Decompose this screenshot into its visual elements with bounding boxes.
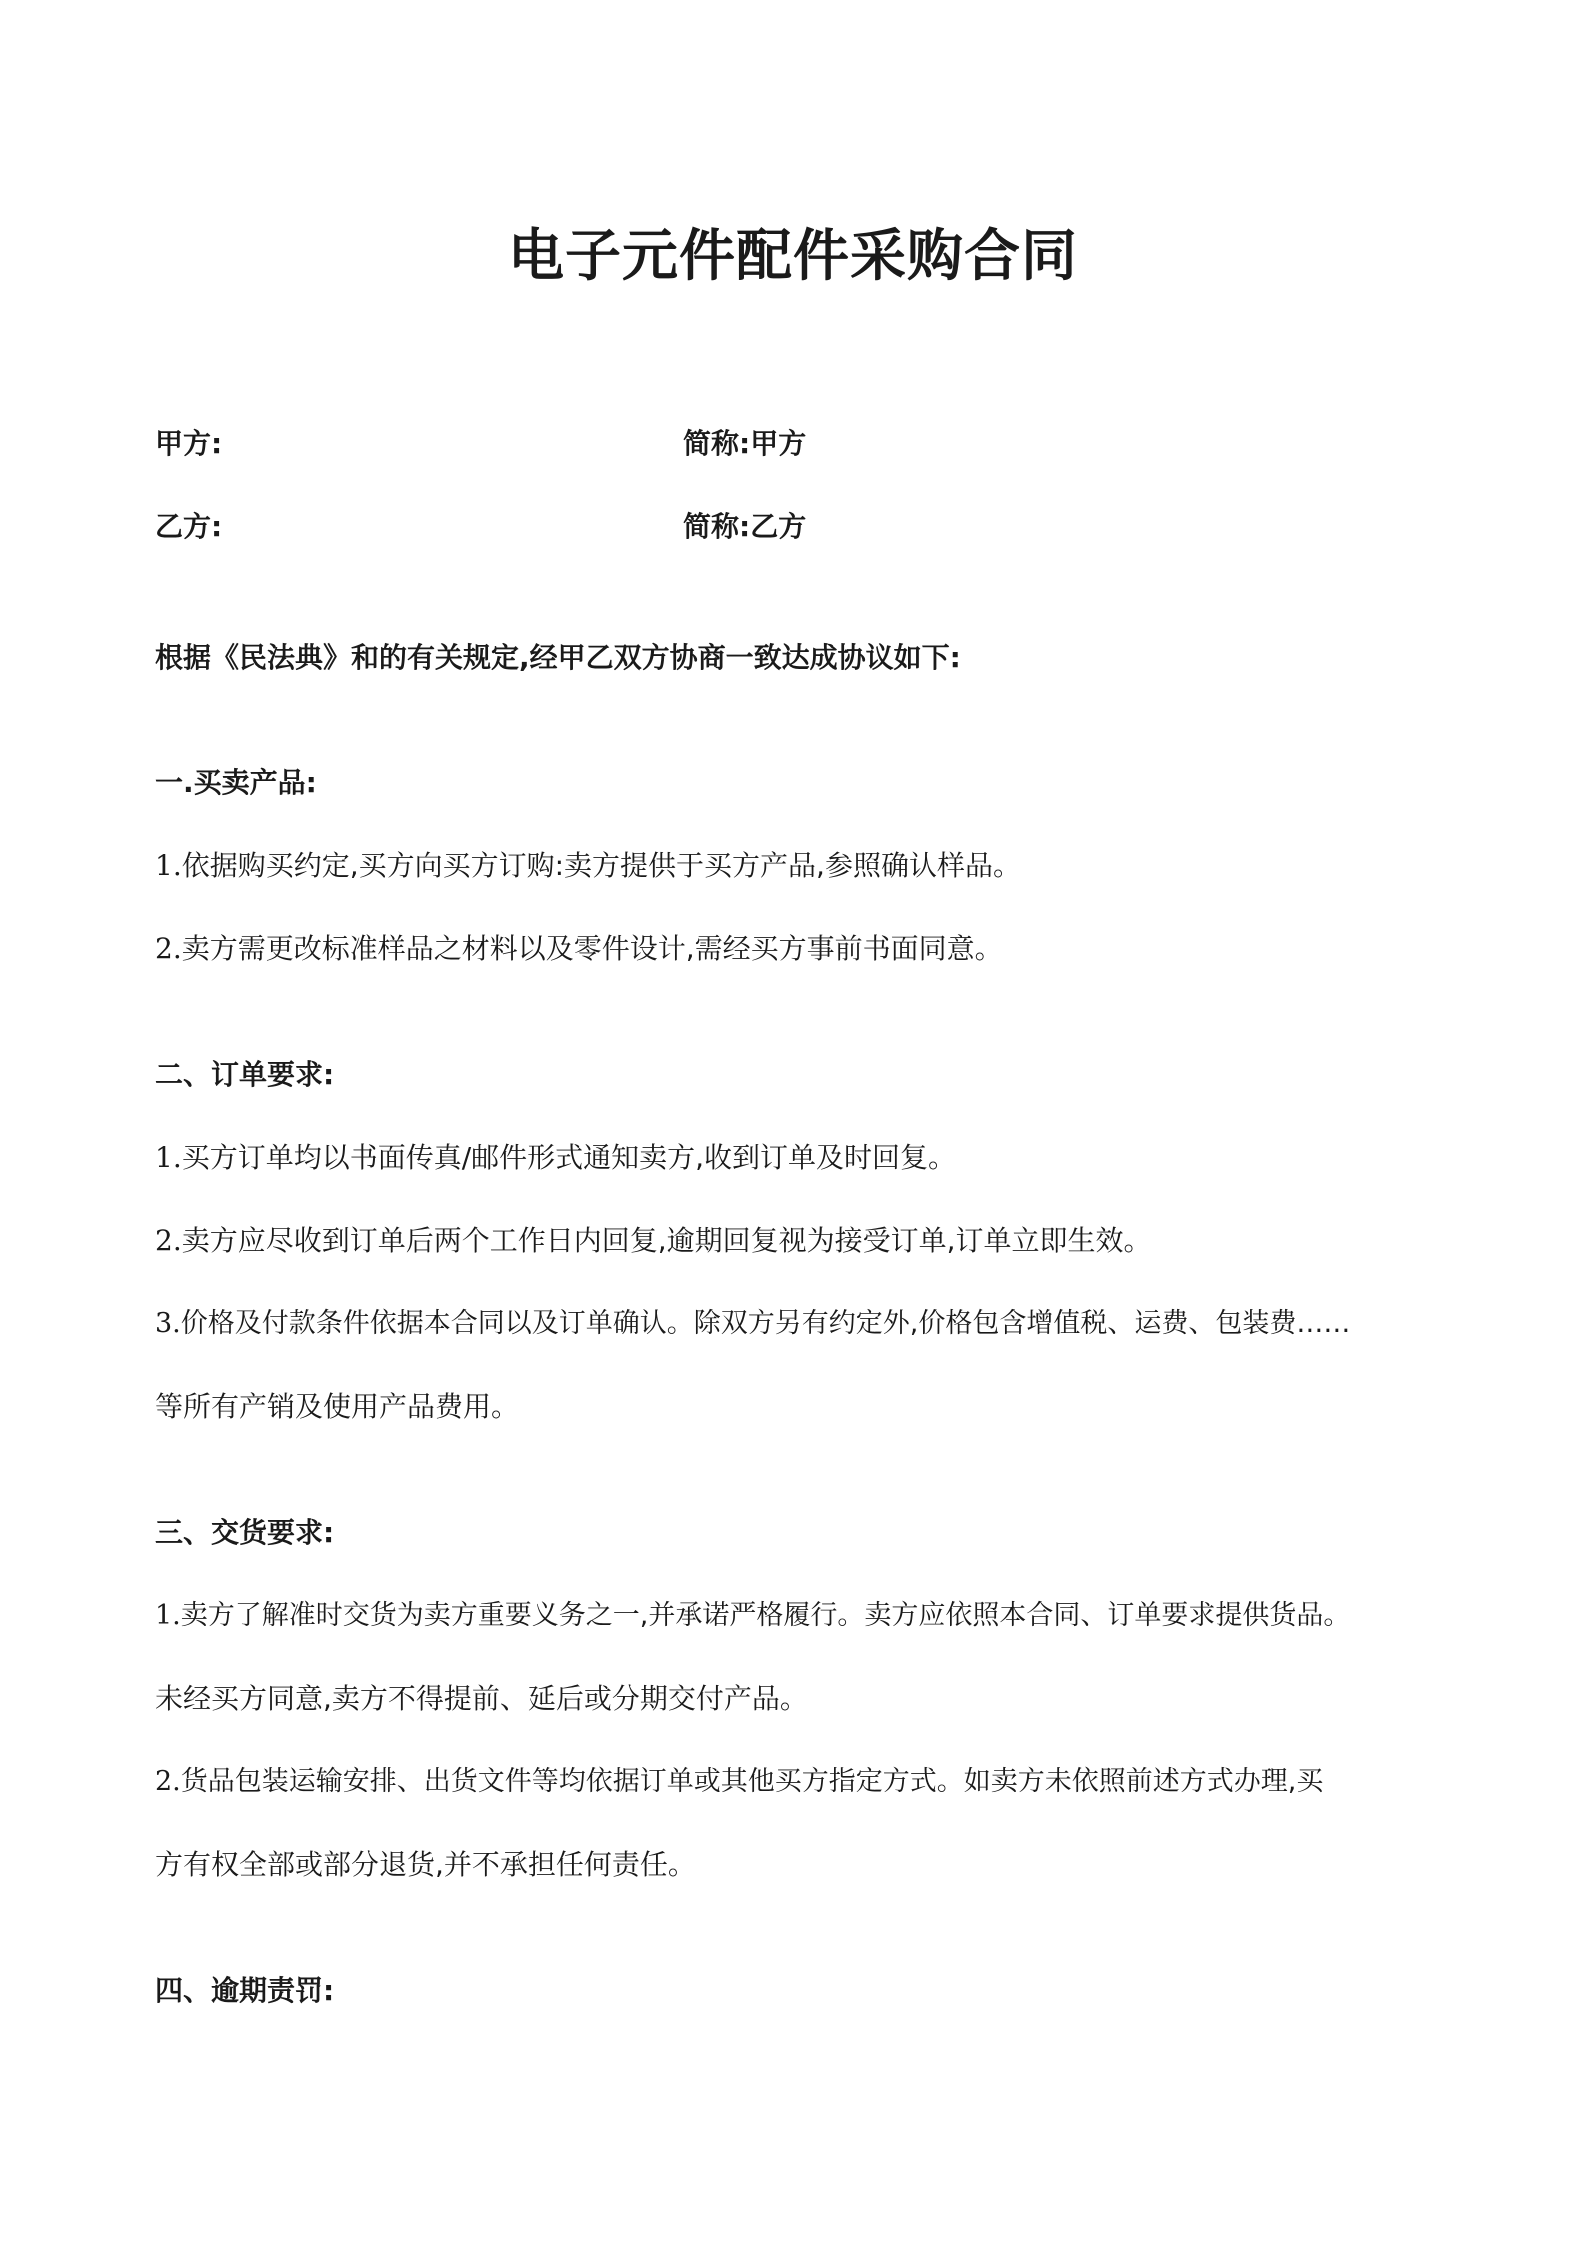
section-3-item-1	[155, 1596, 1445, 1636]
party-b-label: 乙方:	[155, 510, 223, 543]
item-text: 卖方应尽收到订单后两个工作日内回复,逾期回复视为接受订单,订单立即生效。	[181, 1224, 1152, 1257]
item-number: 2.	[155, 1224, 182, 1257]
section-3-item-1-continued: 未经买方同意,卖方不得提前、延后或分期交付产品。	[155, 1682, 808, 1715]
preamble: 根据《民法典》和的有关规定,经甲乙双方协商一致达成协议如下:	[155, 641, 961, 674]
item-number: 2.	[155, 932, 182, 965]
section-2-item-3-continued: 等所有产销及使用产品费用。	[155, 1390, 520, 1423]
section-2-item-1	[155, 1138, 1445, 1178]
section-4-heading: 四、逾期责罚:	[155, 1974, 335, 2007]
item-number: 1.	[155, 1600, 181, 1631]
item-text: 价格及付款条件依据本合同以及订单确认。除双方另有约定外,价格包含增值税、运费、包装费……	[180, 1308, 1351, 1339]
section-1-item-1	[155, 846, 1445, 886]
item-text: 卖方了解准时交货为卖方重要义务之一,并承诺严格履行。卖方应依照本合同、订单要求提供货品。	[180, 1600, 1351, 1631]
item-number: 1.	[155, 849, 182, 882]
section-3-item-2	[155, 1762, 1445, 1802]
section-1-item-2	[155, 929, 1445, 969]
section-2-heading: 二、订单要求:	[155, 1058, 335, 1091]
section-2-item-3	[155, 1304, 1445, 1344]
item-number: 3.	[155, 1308, 181, 1339]
section-1-heading: 一.买卖产品:	[155, 766, 317, 799]
item-text: 买方订单均以书面传真/邮件形式通知卖方,收到订单及时回复。	[181, 1141, 957, 1174]
item-text: 货品包装运输安排、出货文件等均依据订单或其他买方指定方式。如卖方未依照前述方式办理,买	[180, 1766, 1324, 1797]
section-3-heading: 三、交货要求:	[155, 1516, 335, 1549]
party-a-label: 甲方:	[155, 427, 223, 460]
document-title: 电子元件配件采购合同	[508, 224, 1078, 289]
item-number: 1.	[155, 1141, 182, 1174]
item-text: 卖方需更改标准样品之材料以及零件设计,需经买方事前书面同意。	[181, 932, 1003, 965]
item-number: 2.	[155, 1766, 181, 1797]
party-a-short-name: 简称:甲方	[683, 427, 807, 460]
section-2-item-2	[155, 1221, 1445, 1261]
item-text: 依据购买约定,买方向买方订购:卖方提供于买方产品,参照确认样品。	[181, 849, 1021, 882]
party-b-short-name: 简称:乙方	[683, 510, 807, 543]
section-3-item-2-continued: 方有权全部或部分退货,并不承担任何责任。	[155, 1848, 696, 1881]
